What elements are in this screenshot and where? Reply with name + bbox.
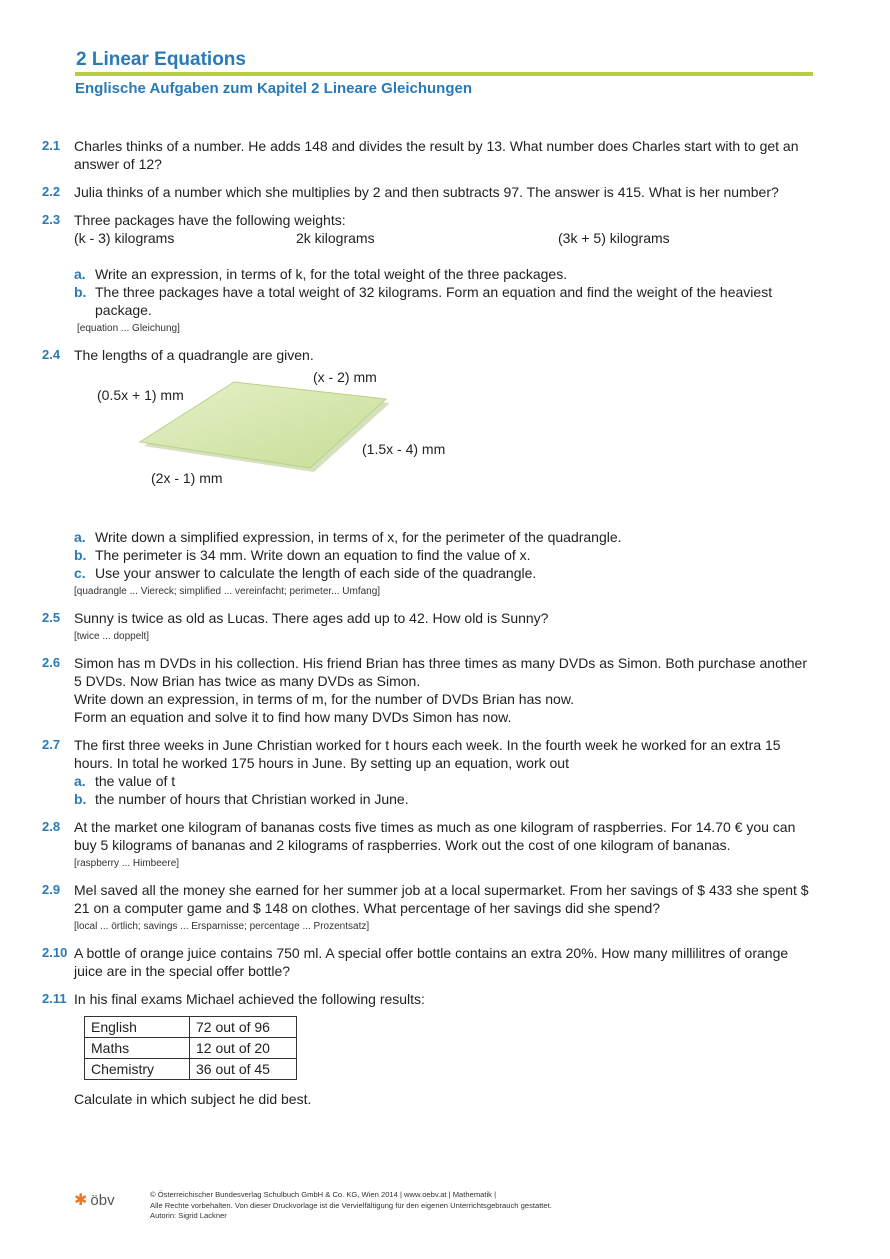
exercise-number: 2.5 (42, 610, 61, 625)
exercise-text: Three packages have the following weights: (74, 212, 346, 228)
exercise-2-8 (0, 818, 890, 871)
exercise-text: Sunny is twice as old as Lucas. There ages add up to 42. How old is Sunny? (74, 610, 549, 626)
exercise-text: Simon has m DVDs in his collection. His friend Brian has three times as many DVDs as Simon. Both purchase another 5 DVDs. Now Brian has twice as many DVDs as Simon. (74, 655, 807, 689)
subtask-label: a. (74, 529, 86, 545)
exercise-closing-text: Calculate in which subject he did best. (74, 1091, 312, 1107)
subtask-b (74, 283, 814, 319)
page-title: 2 Linear Equations (76, 49, 246, 70)
subtask-a (74, 265, 814, 283)
score-cell: 72 out of 96 (190, 1017, 297, 1038)
exercise-number: 2.10 (42, 945, 68, 960)
exercise-2-10 (0, 944, 890, 980)
author-line: Autorin: Sigrid Lackner (150, 1211, 227, 1220)
score-cell: 36 out of 45 (190, 1059, 297, 1080)
subtask-a (74, 528, 814, 546)
brand-name: öbv (90, 1192, 115, 1209)
subtask-b (74, 790, 814, 808)
vocabulary-note: [local ... örtlich; savings ... Ersparnisse; percentage ... Prozentsatz] (74, 921, 370, 932)
subtask-label: a. (74, 773, 86, 789)
exercise-number: 2.11 (42, 991, 67, 1006)
side-top-label: (x - 2) mm (313, 369, 377, 385)
exercise-text-2: Write down an expression, in terms of m, for the number of DVDs Brian has now. (74, 691, 575, 707)
subtask-label: b. (74, 547, 87, 563)
exercise-number: 2.4 (42, 347, 61, 362)
exercise-text: At the market one kilogram of bananas costs five times as much as one kilogram of raspberries. For 14.70 € you can buy 5 kilograms of bananas and 2 kilograms of raspberries. Work out the cost of one kilogram of bananas. (74, 819, 796, 853)
package-weights (74, 229, 814, 247)
exercise-text: Julia thinks of a number which she multiplies by 2 and then subtracts 97. The answer is 415. What is her number? (74, 184, 779, 200)
subtask-label: a. (74, 266, 86, 282)
subtask-label: c. (74, 565, 86, 581)
exercise-2-11 (0, 990, 890, 1108)
subtask-b (74, 546, 814, 564)
exercise-text: Charles thinks of a number. He adds 148 and divides the result by 13. What number does Charles start with to get an answer of 12? (74, 138, 799, 172)
subtask-text: Write down a simplified expression, in terms of x, for the perimeter of the quadrangle. (95, 529, 622, 545)
table-row (85, 1017, 297, 1038)
vocabulary-note: [equation ... Gleichung] (77, 323, 180, 334)
side-bottom-label: (2x - 1) mm (151, 470, 223, 486)
asterisk-star-icon: ✱ (74, 1192, 88, 1209)
exercise-number: 2.3 (42, 212, 61, 227)
exercise-2-2 (0, 183, 890, 201)
subtask-text: The perimeter is 34 mm. Write down an equation to find the value of x. (95, 547, 531, 563)
exercise-text: The lengths of a quadrangle are given. (74, 347, 314, 363)
subject-cell: Chemistry (85, 1059, 190, 1080)
exercise-2-3 (0, 211, 890, 336)
exercise-2-7 (0, 736, 890, 808)
copyright-text (150, 1190, 552, 1222)
exercise-number: 2.7 (42, 737, 61, 752)
exercise-number: 2.2 (42, 184, 61, 199)
vocabulary-note: [raspberry ... Himbeere] (74, 858, 180, 869)
title-underline (75, 72, 813, 76)
subtask-text: The three packages have a total weight of 32 kilograms. Form an equation and find the weight of the heaviest package. (95, 284, 773, 318)
exercise-2-4 (0, 346, 890, 599)
exercise-number: 2.6 (42, 655, 61, 670)
page-header (75, 49, 813, 98)
subtask-text: the value of t (95, 773, 176, 789)
weight-2: 2k kilograms (296, 230, 375, 246)
copyright-line-2: Alle Rechte vorbehalten. Von dieser Druckvorlage ist die Vervielfältigung für den eigenen Unterrichtsgebrauch gestattet. (150, 1200, 552, 1210)
exercise-text: Mel saved all the money she earned for her summer job at a local supermarket. From her savings of $ 433 she spent $ 21 on a computer game and $ 148 on clothes. What percentage of her savings did she spend? (74, 882, 809, 916)
exercise-text: The first three weeks in June Christian worked for t hours each week. In the fourth week he worked for an extra 15 hours. In total he worked 175 hours in June. By setting up an equation, work out (74, 737, 781, 771)
weight-1: (k - 3) kilograms (74, 230, 175, 246)
side-left-label: (0.5x + 1) mm (97, 387, 184, 403)
exercise-text-3: Form an equation and solve it to find how many DVDs Simon has now. (74, 709, 512, 725)
subject-cell: English (85, 1017, 190, 1038)
exercise-2-6 (0, 654, 890, 726)
exercise-number: 2.8 (42, 819, 61, 834)
exercise-text: In his final exams Michael achieved the following results: (74, 991, 425, 1007)
exercise-2-1 (0, 137, 890, 173)
exercise-list (0, 137, 890, 1118)
subtask-text: Write an expression, in terms of k, for the total weight of the three packages. (95, 266, 568, 282)
table-row (85, 1038, 297, 1059)
vocabulary-note: [quadrangle ... Viereck; simplified ... vereinfacht; perimeter... Umfang] (74, 586, 381, 597)
weight-3: (3k + 5) kilograms (558, 230, 670, 246)
subtask-label: b. (74, 791, 87, 807)
quadrangle-diagram (0, 368, 890, 528)
copyright-line-1: © Österreichischer Bundesverlag Schulbuch GmbH & Co. KG, Wien 2014 | www.oebv.at | Mathematik | (150, 1190, 497, 1199)
publisher-logo (74, 1193, 115, 1209)
subtask-label: b. (74, 284, 87, 300)
results-table (84, 1016, 297, 1080)
subject-cell: Maths (85, 1038, 190, 1059)
vocabulary-note: [twice ... doppelt] (74, 631, 150, 642)
subtask-text: Use your answer to calculate the length of each side of the quadrangle. (95, 565, 537, 581)
exercise-number: 2.1 (42, 138, 61, 153)
page-subtitle: Englische Aufgaben zum Kapitel 2 Lineare Gleichungen (75, 80, 473, 97)
subtask-a (74, 772, 814, 790)
exercise-2-9 (0, 881, 890, 934)
subtask-c (74, 564, 814, 582)
subtask-text: the number of hours that Christian worked in June. (95, 791, 409, 807)
exercise-2-5 (0, 609, 890, 644)
table-row (85, 1059, 297, 1080)
score-cell: 12 out of 20 (190, 1038, 297, 1059)
exercise-number: 2.9 (42, 882, 61, 897)
exercise-text: A bottle of orange juice contains 750 ml. A special offer bottle contains an extra 20%. How many millilitres of orange juice are in the special offer bottle? (74, 945, 789, 979)
side-right-label: (1.5x - 4) mm (362, 441, 446, 457)
